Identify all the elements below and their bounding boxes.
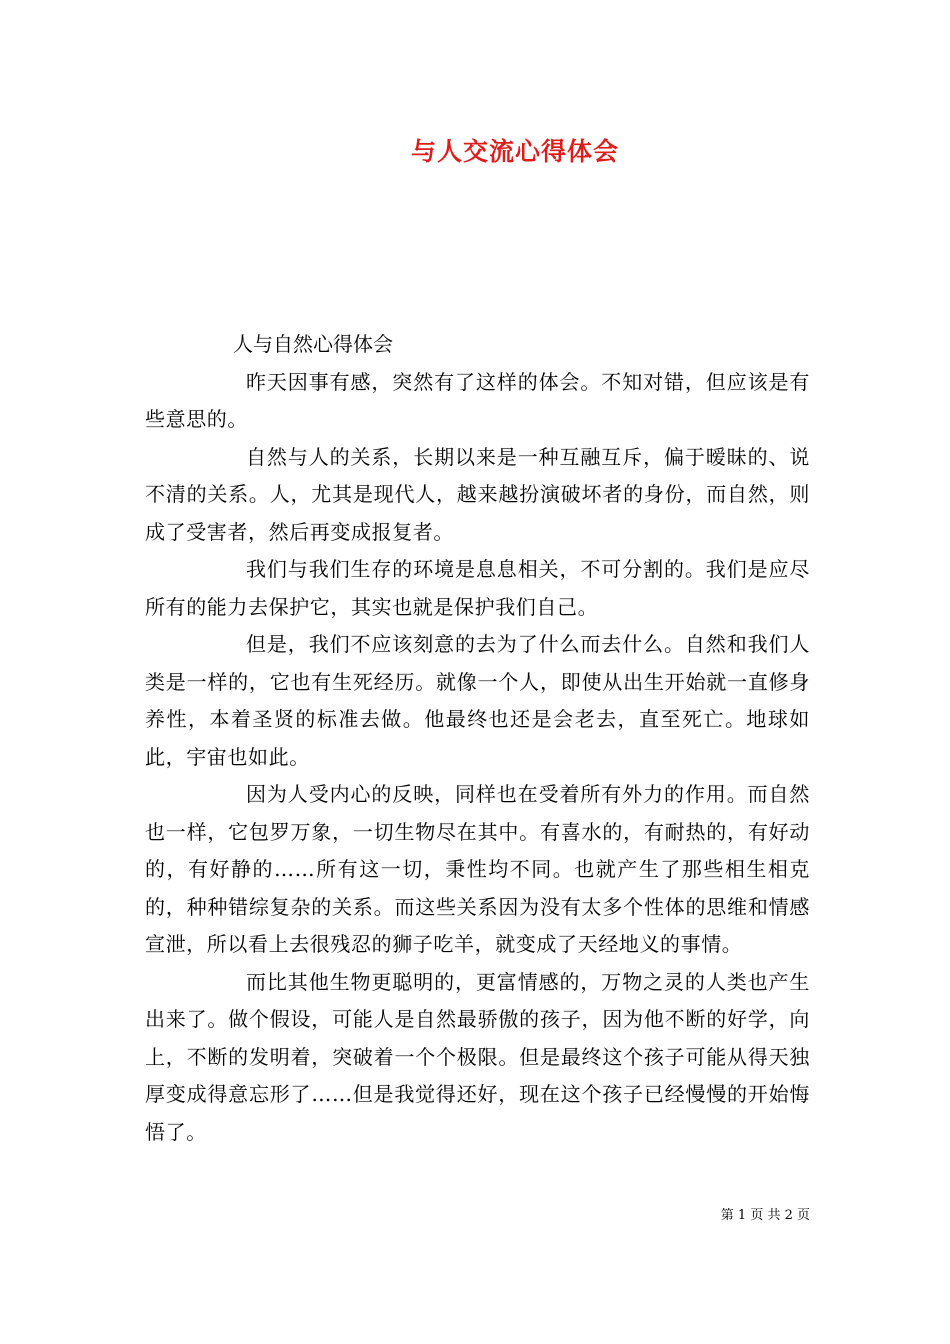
paragraph: 我们与我们生存的环境是息息相关，不可分割的。我们是应尽所有的能力去保护它，其实也就是保护我们自己。 [145, 557, 810, 619]
document-title: 与人交流心得体会 [410, 137, 619, 166]
paragraph: 自然与人的关系，长期以来是一种互融互斥，偏于暧昧的、说不清的关系。人，尤其是现代人，越来越扮演破坏者的身份，而自然，则成了受害者，然后再变成报复者。 [145, 444, 810, 544]
document-subtitle: 人与自然心得体会 [233, 332, 393, 356]
document-body [145, 326, 810, 1151]
paragraph: 昨天因事有感，突然有了这样的体会。不知对错，但应该是有些意思的。 [145, 369, 810, 431]
page-number-footer: 第 1 页 共 2 页 [720, 1208, 810, 1223]
paragraph: 但是，我们不应该刻意的去为了什么而去什么。自然和我们人类是一样的，它也有生死经历。就像一个人，即使从出生开始就一直修身养性，本着圣贤的标准去做。他最终也还是会老去，直至死亡。地球如此，宇宙也如此。 [145, 632, 810, 769]
paragraph: 而比其他生物更聪明的，更富情感的，万物之灵的人类也产生出来了。做个假设，可能人是自然最骄傲的孩子，因为他不断的好学，向上，不断的发明着，突破着一个个极限。但是最终这个孩子可能从得天独厚变成得意忘形了……但是我觉得还好，现在这个孩子已经慢慢的开始悔悟了。 [145, 969, 810, 1144]
paragraph: 因为人受内心的反映，同样也在受着所有外力的作用。而自然也一样，它包罗万象，一切生物尽在其中。有喜水的，有耐热的，有好动的，有好静的……所有这一切，秉性均不同。也就产生了那些相生相克的，种种错综复杂的关系。而这些关系因为没有太多个性体的思维和情感宣泄，所以看上去很残忍的狮子吃羊，就变成了天经地义的事情。 [145, 782, 810, 956]
